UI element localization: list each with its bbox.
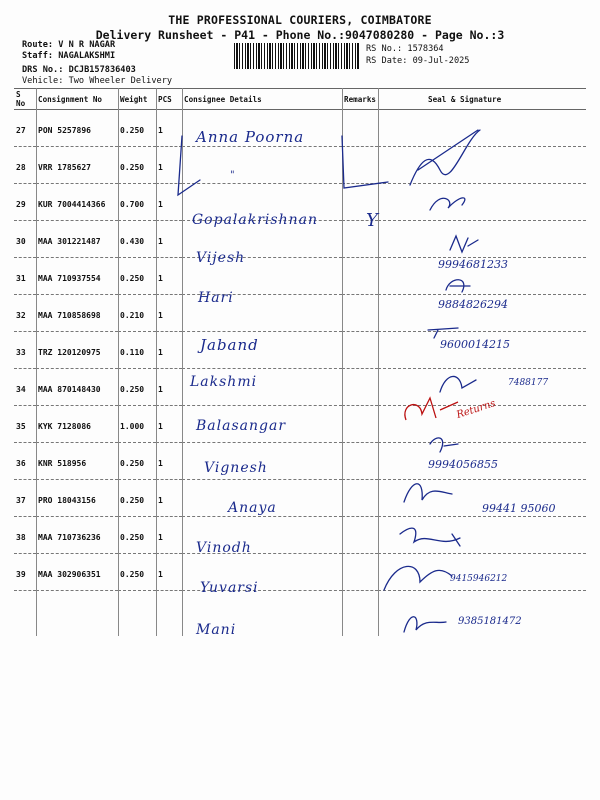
- cell-consignment-no: MAA 302906351: [36, 554, 118, 591]
- cell-consignment-no: MAA 301221487: [36, 221, 118, 258]
- drs-label: DRS No.: DCJB157836403: [22, 65, 136, 75]
- handwritten-name: Vinodh: [196, 540, 252, 556]
- signature-phone: 9415946212: [450, 574, 508, 584]
- ink-signature: [404, 617, 446, 632]
- signature-phone: 9385181472: [458, 616, 522, 627]
- signature-phone: 9884826294: [438, 298, 508, 311]
- cell-weight: 0.250: [118, 554, 156, 591]
- cell-pcs: 1: [156, 369, 182, 406]
- ink-signature: [400, 528, 460, 546]
- cell-pcs: 1: [156, 147, 182, 184]
- cell-pcs: 1: [156, 221, 182, 258]
- cell-sno: 33: [14, 332, 36, 369]
- ink-line: [178, 136, 200, 195]
- cell-sno: 35: [14, 406, 36, 443]
- ink-signature: [410, 130, 480, 185]
- cell-weight: 0.250: [118, 110, 156, 147]
- handwritten-name: Yuvarsi: [200, 580, 259, 596]
- cell-pcs: 1: [156, 332, 182, 369]
- cell-weight: 0.430: [118, 221, 156, 258]
- col-signature: Seal & Signature: [378, 89, 586, 110]
- ink-signature: [450, 236, 478, 252]
- handwritten-name: Anaya: [228, 500, 277, 516]
- cell-pcs: 1: [156, 480, 182, 517]
- signature-phone: 99441 95060: [482, 502, 556, 515]
- signature-phone: 7488177: [508, 378, 549, 388]
- ink-signature: [446, 280, 470, 292]
- cell-weight: 0.250: [118, 147, 156, 184]
- col-remarks: Remarks: [342, 89, 378, 110]
- cell-weight: 0.110: [118, 332, 156, 369]
- signature-phone: 9994056855: [428, 458, 498, 471]
- cell-consignment-no: MAA 710858698: [36, 295, 118, 332]
- cell-weight: 0.250: [118, 369, 156, 406]
- cell-weight: 0.250: [118, 480, 156, 517]
- handwritten-name: Jaband: [200, 336, 259, 354]
- ink-signature: [440, 376, 476, 392]
- handwritten-name: Hari: [198, 290, 234, 306]
- cell-consignment-no: PON 5257896: [36, 110, 118, 147]
- rs-date: RS Date: 09-Jul-2025: [366, 56, 470, 66]
- cell-sno: 28: [14, 147, 36, 184]
- col-consignee: Consignee Details: [182, 89, 342, 110]
- handwritten-name: Anna Poorna: [196, 128, 305, 146]
- cell-consignment-no: MAA 710937554: [36, 258, 118, 295]
- cell-weight: 0.250: [118, 517, 156, 554]
- col-sno: S No: [14, 89, 36, 110]
- cell-weight: 0.700: [118, 184, 156, 221]
- cell-weight: 1.000: [118, 406, 156, 443]
- ink-signature: [404, 484, 452, 502]
- ink-signature: [430, 438, 458, 452]
- rs-number: RS No.: 1578364: [366, 44, 444, 54]
- red-stamp-mark: [405, 398, 458, 420]
- cell-consignment-no: KNR 518956: [36, 443, 118, 480]
- handwritten-ditto: ": [230, 170, 236, 181]
- signature-phone: 9994681233: [438, 258, 508, 271]
- handwritten-name: Gopalakrishnan: [192, 212, 318, 228]
- cell-pcs: 1: [156, 554, 182, 591]
- company-title: THE PROFESSIONAL COURIERS, COIMBATORE: [168, 13, 432, 27]
- cell-consignment-no: KUR 7004414366: [36, 184, 118, 221]
- cell-consignment-no: TRZ 120120975: [36, 332, 118, 369]
- col-pcs: PCS: [156, 89, 182, 110]
- runsheet-subtitle: Delivery Runsheet - P41 - Phone No.:9047080280 - Page No.:3: [95, 28, 505, 42]
- cell-sno: 36: [14, 443, 36, 480]
- signature-phone: 9600014215: [440, 338, 510, 351]
- cell-pcs: 1: [156, 110, 182, 147]
- cell-sno: 39: [14, 554, 36, 591]
- cell-consignment-no: KYK 7128086: [36, 406, 118, 443]
- ink-signature: [430, 198, 465, 210]
- cell-pcs: 1: [156, 406, 182, 443]
- handwritten-name: Vijesh: [196, 250, 246, 266]
- cell-weight: 0.250: [118, 443, 156, 480]
- route-label: Route: V N R NAGAR: [22, 40, 116, 50]
- cell-sno: 38: [14, 517, 36, 554]
- cell-consignment-no: PRO 18043156: [36, 480, 118, 517]
- col-consignment: Consignment No: [36, 89, 118, 110]
- ink-signature: [428, 328, 458, 338]
- ink-line: [342, 136, 388, 188]
- cell-sno: 30: [14, 221, 36, 258]
- cell-weight: 0.210: [118, 295, 156, 332]
- vehicle-label: Vehicle: Two Wheeler Delivery: [22, 76, 173, 86]
- cell-consignment-no: MAA 710736236: [36, 517, 118, 554]
- cell-sno: 27: [14, 110, 36, 147]
- cell-sno: 31: [14, 258, 36, 295]
- cell-sno: 32: [14, 295, 36, 332]
- cell-pcs: 1: [156, 443, 182, 480]
- ink-signature: [384, 566, 452, 590]
- cell-sno: 37: [14, 480, 36, 517]
- handwritten-name: Vignesh: [204, 460, 268, 476]
- cell-pcs: 1: [156, 184, 182, 221]
- cell-pcs: 1: [156, 258, 182, 295]
- cell-sno: 29: [14, 184, 36, 221]
- col-weight: Weight: [118, 89, 156, 110]
- remark-mark: Y: [366, 210, 379, 231]
- handwritten-name: Balasangar: [196, 418, 287, 434]
- returns-stamp: Returns: [455, 398, 497, 421]
- handwritten-name: Mani: [196, 622, 237, 638]
- cell-pcs: 1: [156, 517, 182, 554]
- cell-pcs: 1: [156, 295, 182, 332]
- cell-weight: 0.250: [118, 258, 156, 295]
- handwritten-name: Lakshmi: [190, 374, 258, 390]
- cell-sno: 34: [14, 369, 36, 406]
- staff-label: Staff: NAGALAKSHMI: [22, 51, 116, 61]
- cell-consignment-no: MAA 870148430: [36, 369, 118, 406]
- cell-consignment-no: VRR 1785627: [36, 147, 118, 184]
